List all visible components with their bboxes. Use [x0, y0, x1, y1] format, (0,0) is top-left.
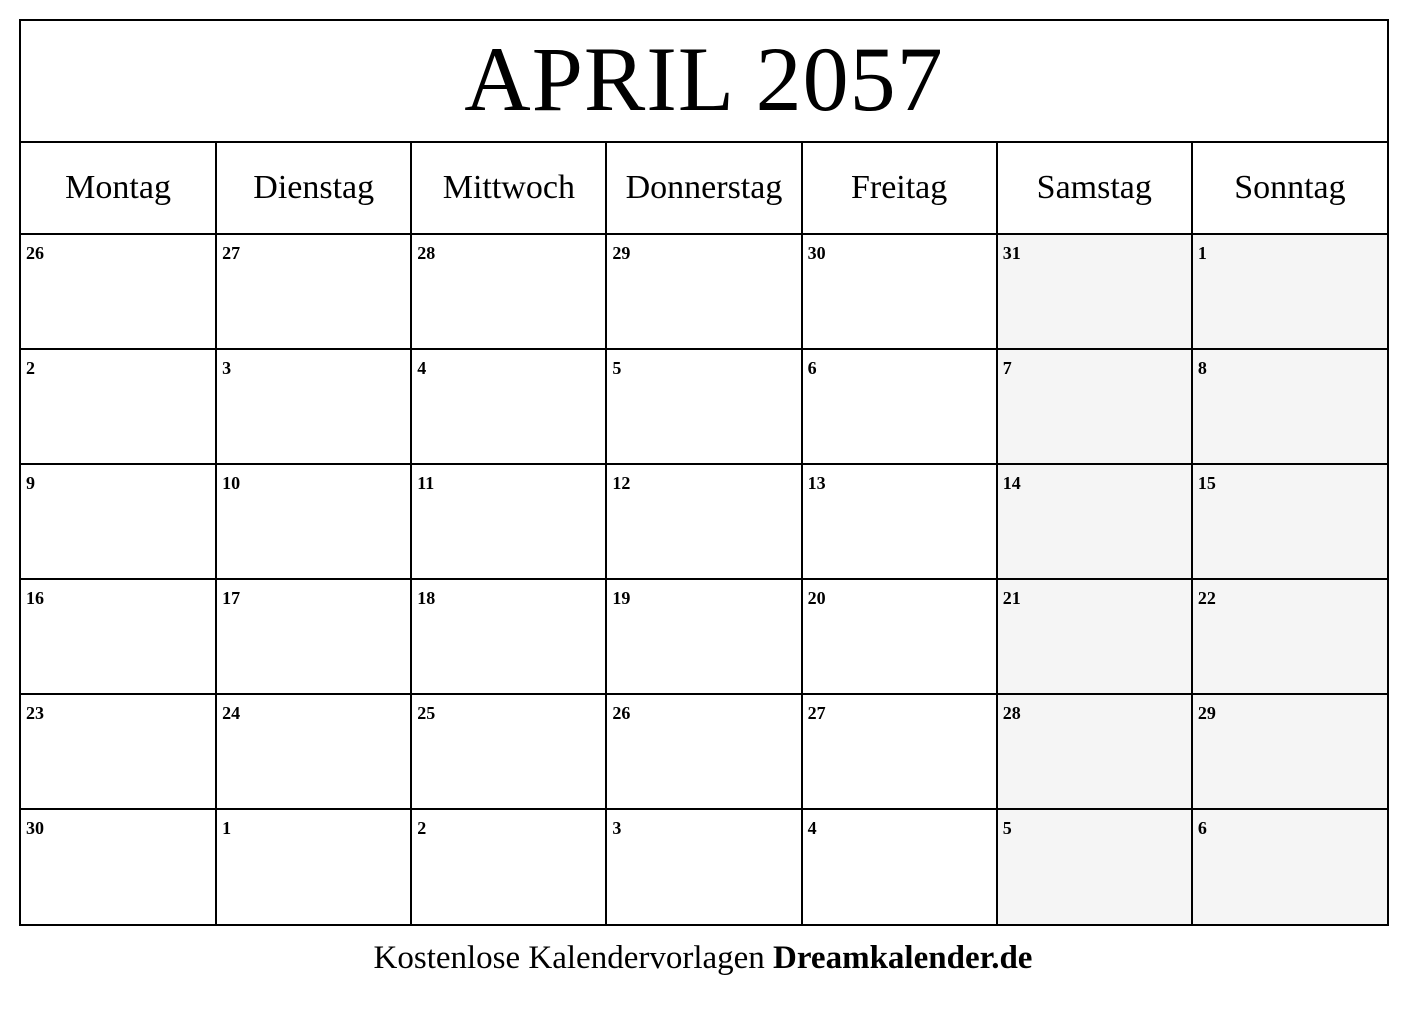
weekend-day-cell: [997, 349, 1192, 464]
day-number: 13: [807, 473, 826, 493]
weekday-saturday: Samstag: [997, 143, 1192, 234]
day-cell: [21, 694, 216, 809]
day-number: 1: [222, 818, 232, 838]
day-cell: [606, 809, 801, 924]
day-number: 29: [1197, 703, 1216, 723]
week-row: [21, 234, 1387, 349]
day-cell: [606, 694, 801, 809]
day-cell: [411, 464, 606, 579]
brand-link[interactable]: Dreamkalender.de: [773, 940, 1033, 976]
day-number: 3: [612, 818, 622, 838]
day-number: 17: [222, 588, 241, 608]
day-cell: [411, 349, 606, 464]
day-cell: [21, 234, 216, 349]
day-number: 12: [612, 473, 631, 493]
day-cell: [802, 694, 997, 809]
day-cell: [216, 349, 411, 464]
day-cell: [21, 809, 216, 924]
day-number: 24: [222, 703, 241, 723]
day-number: 26: [612, 703, 631, 723]
day-cell: [606, 464, 801, 579]
day-cell: [411, 579, 606, 694]
day-number: 19: [612, 588, 631, 608]
day-number: 28: [417, 243, 436, 263]
day-cell: [606, 234, 801, 349]
weekend-day-cell: [1192, 464, 1387, 579]
weekday-wednesday: Mittwoch: [411, 143, 606, 234]
day-number: 27: [807, 703, 826, 723]
week-row: [21, 464, 1387, 579]
weekend-day-cell: [997, 809, 1192, 924]
weekday-header-row: [21, 143, 1387, 234]
day-number: 30: [26, 818, 44, 838]
weekday-sunday: Sonntag: [1192, 143, 1387, 234]
day-number: 29: [612, 243, 631, 263]
weekend-day-cell: [1192, 234, 1387, 349]
weekend-day-cell: [997, 694, 1192, 809]
day-cell: [411, 234, 606, 349]
day-cell: [216, 464, 411, 579]
day-number: 23: [26, 703, 44, 723]
day-cell: [802, 349, 997, 464]
day-cell: [216, 234, 411, 349]
day-number: 5: [1002, 818, 1012, 838]
day-cell: [21, 464, 216, 579]
day-number: 26: [26, 243, 44, 263]
footer-credit: [0, 938, 1406, 978]
day-cell: [411, 694, 606, 809]
day-number: 18: [417, 588, 436, 608]
day-cell: [802, 234, 997, 349]
calendar-grid: [21, 143, 1387, 924]
day-cell: [21, 349, 216, 464]
weekend-day-cell: [1192, 809, 1387, 924]
day-cell: [606, 579, 801, 694]
day-number: 2: [26, 358, 35, 378]
weekend-day-cell: [1192, 694, 1387, 809]
day-cell: [606, 349, 801, 464]
week-row: [21, 349, 1387, 464]
day-cell: [802, 579, 997, 694]
day-number: 9: [26, 473, 35, 493]
day-number: 11: [417, 473, 435, 493]
day-cell: [216, 579, 411, 694]
calendar: [19, 19, 1389, 926]
weekday-thursday: Donnerstag: [606, 143, 801, 234]
day-number: 16: [26, 588, 44, 608]
day-cell: [21, 579, 216, 694]
day-cell: [802, 809, 997, 924]
day-number: 4: [807, 818, 817, 838]
weekend-day-cell: [1192, 349, 1387, 464]
weekend-day-cell: [997, 579, 1192, 694]
day-number: 14: [1002, 473, 1021, 493]
weekend-day-cell: [1192, 579, 1387, 694]
day-number: 7: [1002, 358, 1012, 378]
day-number: 15: [1197, 473, 1216, 493]
day-cell: [216, 694, 411, 809]
day-number: 31: [1002, 243, 1021, 263]
day-number: 8: [1197, 358, 1207, 378]
weekday-friday: Freitag: [802, 143, 997, 234]
day-cell: [802, 464, 997, 579]
day-cell: [216, 809, 411, 924]
day-cell: [411, 809, 606, 924]
week-row: [21, 809, 1387, 924]
day-number: 3: [222, 358, 232, 378]
day-number: 21: [1002, 588, 1021, 608]
day-number: 4: [417, 358, 427, 378]
day-number: 20: [807, 588, 826, 608]
calendar-title: [21, 21, 1387, 143]
weekday-tuesday: Dienstag: [216, 143, 411, 234]
day-number: 5: [612, 358, 622, 378]
day-number: 10: [222, 473, 241, 493]
week-row: [21, 694, 1387, 809]
day-number: 30: [807, 243, 826, 263]
week-row: [21, 579, 1387, 694]
weekday-monday: Montag: [21, 143, 216, 234]
day-number: 6: [807, 358, 817, 378]
day-number: 27: [222, 243, 241, 263]
month-year-label: APRIL 2057: [464, 28, 944, 130]
weekend-day-cell: [997, 464, 1192, 579]
day-number: 28: [1002, 703, 1021, 723]
footer-text: Kostenlose Kalendervorlagen: [373, 940, 774, 976]
day-number: 1: [1197, 243, 1207, 263]
day-number: 22: [1197, 588, 1216, 608]
day-number: 25: [417, 703, 436, 723]
day-number: 6: [1197, 818, 1207, 838]
weekend-day-cell: [997, 234, 1192, 349]
day-number: 2: [417, 818, 427, 838]
